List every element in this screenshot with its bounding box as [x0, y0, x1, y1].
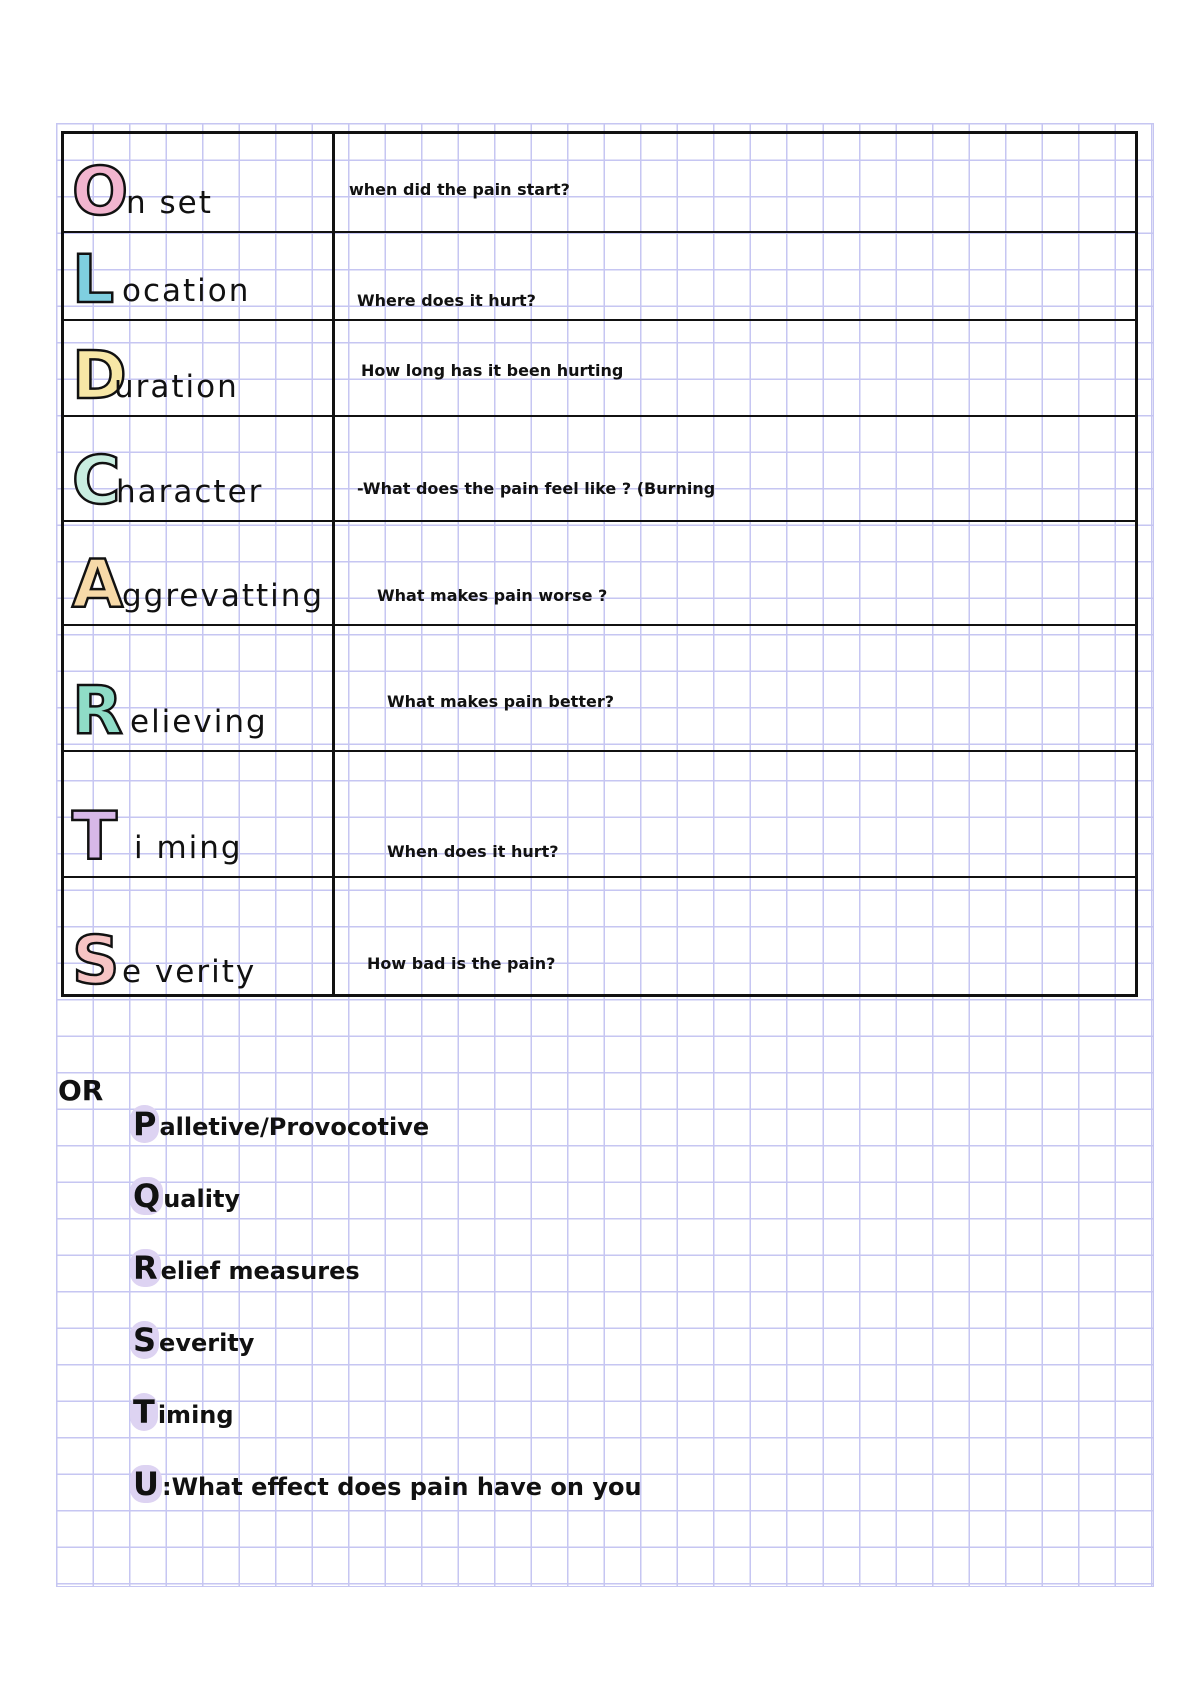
row-onset [64, 134, 1135, 233]
label-rest: ocation [122, 273, 251, 309]
row-label [70, 233, 328, 319]
row-timing [64, 752, 1135, 878]
label-rest: n set [126, 185, 213, 221]
list-item-letter: Q [130, 1177, 163, 1215]
initial-letter: L [72, 241, 115, 318]
initial-letter: C [72, 442, 121, 519]
question-text: What makes pain worse ? [377, 586, 608, 605]
list-item [130, 1105, 429, 1143]
label-rest: ggrevatting [122, 578, 325, 614]
row-label [70, 878, 328, 1000]
initial-letter: D [72, 337, 127, 414]
row-label [70, 417, 328, 520]
list-item-text: iming [157, 1401, 234, 1429]
question-text: How bad is the pain? [367, 954, 556, 973]
label-rest: haracter [116, 474, 264, 510]
initial-letter: T [72, 798, 118, 875]
row-label [70, 321, 328, 415]
or-label: OR [58, 1074, 104, 1107]
question-text: -What does the pain feel like ? (Burning [357, 479, 716, 498]
label-rest: uration [114, 369, 239, 405]
row-character [64, 417, 1135, 522]
question-text: Where does it hurt? [357, 291, 536, 310]
list-item-letter: T [130, 1393, 158, 1431]
list-item-letter: S [130, 1321, 159, 1359]
row-label [70, 752, 328, 876]
list-item-letter: U [130, 1465, 162, 1503]
list-item [130, 1465, 642, 1503]
row-label [70, 626, 328, 750]
list-item-text: everity [159, 1329, 255, 1357]
list-item-text: alletive/Provocotive [159, 1113, 430, 1141]
list-item-text: uality [163, 1185, 241, 1213]
row-aggravating [64, 522, 1135, 626]
label-rest: elieving [130, 704, 268, 740]
list-item [130, 1177, 240, 1215]
row-duration [64, 321, 1135, 417]
initial-letter: S [72, 922, 120, 999]
list-item [130, 1393, 234, 1431]
list-item-letter: P [130, 1105, 159, 1143]
olcdart-table [61, 131, 1138, 997]
label-rest: e verity [122, 954, 257, 990]
initial-letter: O [72, 153, 129, 230]
list-item [130, 1249, 360, 1287]
initial-letter: A [72, 546, 124, 623]
list-item-letter: R [130, 1249, 161, 1287]
label-rest: i ming [134, 830, 243, 866]
row-label [70, 134, 328, 231]
list-item [130, 1321, 254, 1359]
list-item-text: elief measures [160, 1257, 360, 1285]
row-location [64, 233, 1135, 321]
initial-letter: R [72, 672, 123, 749]
question-text: What makes pain better? [387, 692, 614, 711]
row-label [70, 522, 328, 624]
question-text: When does it hurt? [387, 842, 559, 861]
question-text: How long has it been hurting [361, 361, 624, 380]
row-relieving [64, 626, 1135, 752]
question-text: when did the pain start? [349, 180, 570, 199]
row-severity [64, 878, 1135, 1000]
list-item-text: :What effect does pain have on you [161, 1473, 642, 1501]
